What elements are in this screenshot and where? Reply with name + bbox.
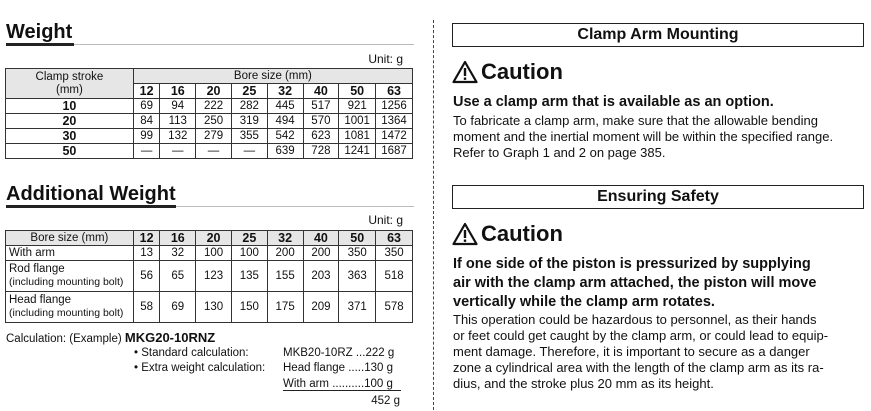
weight-heading-rule bbox=[74, 44, 414, 45]
weight-cell: 1001 bbox=[339, 114, 376, 129]
clamp-arm-mounting-title: Clamp Arm Mounting bbox=[452, 23, 864, 47]
table-row bbox=[6, 114, 413, 129]
stroke-header-line2: (mm) bbox=[55, 83, 83, 96]
row-label-main: Rod flange bbox=[9, 263, 65, 275]
bore-32: 32 bbox=[267, 84, 303, 99]
additional-heading-rule bbox=[176, 206, 414, 207]
weight-cell: 100 bbox=[231, 246, 267, 261]
bore-25: 25 bbox=[231, 84, 267, 99]
weight-cell: 639 bbox=[267, 144, 303, 159]
weight-cell: 623 bbox=[303, 129, 339, 144]
weight-cell: 69 bbox=[160, 292, 196, 323]
bore-32: 32 bbox=[267, 231, 303, 246]
weight-cell: 150 bbox=[231, 292, 267, 323]
weight-cell: 132 bbox=[160, 129, 196, 144]
additional-weight-table bbox=[5, 230, 413, 323]
additional-unit: Unit: g bbox=[368, 213, 403, 227]
weight-cell: 94 bbox=[160, 99, 196, 114]
row-label bbox=[6, 292, 134, 323]
weight-cell: 65 bbox=[160, 261, 196, 292]
weight-cell: — bbox=[196, 144, 232, 159]
safety-body bbox=[453, 312, 865, 392]
weight-cell: — bbox=[231, 144, 267, 159]
bore-header: Bore size (mm) bbox=[6, 231, 134, 246]
safety-bold-line: If one side of the piston is pressurized by supplying bbox=[453, 256, 811, 272]
safety-bold-line: vertically while the clamp arm rotates. bbox=[453, 294, 715, 310]
weight-cell: 200 bbox=[303, 246, 339, 261]
mounting-body-line: Refer to Graph 1 and 2 on page 385. bbox=[453, 145, 666, 160]
table-row bbox=[6, 144, 413, 159]
weight-cell: 1081 bbox=[339, 129, 376, 144]
weight-cell: 570 bbox=[303, 114, 339, 129]
bore-16: 16 bbox=[160, 84, 196, 99]
safety-body-line: This operation could be hazardous to personnel, as their hands bbox=[453, 312, 817, 327]
caution-label: Caution bbox=[481, 221, 563, 246]
bore-63: 63 bbox=[376, 231, 413, 246]
stroke-value: 30 bbox=[6, 129, 134, 144]
table-row bbox=[6, 129, 413, 144]
calc-total: 452 g bbox=[371, 395, 400, 407]
weight-cell: — bbox=[133, 144, 160, 159]
weight-unit: Unit: g bbox=[368, 52, 403, 66]
additional-weight-heading: Additional Weight bbox=[6, 183, 176, 205]
weight-heading-underline bbox=[6, 43, 74, 46]
weight-cell: 1241 bbox=[339, 144, 376, 159]
weight-cell: 319 bbox=[231, 114, 267, 129]
weight-cell: 363 bbox=[339, 261, 376, 292]
weight-cell: 209 bbox=[303, 292, 339, 323]
weight-cell: 1364 bbox=[376, 114, 413, 129]
weight-cell: 113 bbox=[160, 114, 196, 129]
calc-line1-value: MKB20-10RZ ...222 g bbox=[283, 347, 395, 359]
stroke-header-cell bbox=[6, 69, 134, 99]
row-label bbox=[6, 261, 134, 292]
caution-heading-safety bbox=[452, 221, 563, 247]
weight-cell: 250 bbox=[196, 114, 232, 129]
row-label-sub: (including mounting bolt) bbox=[9, 276, 124, 288]
table-row bbox=[6, 99, 413, 114]
weight-cell: 1472 bbox=[376, 129, 413, 144]
calc-line3-value: With arm ..........100 g bbox=[283, 378, 401, 391]
mounting-body bbox=[453, 113, 865, 161]
weight-cell: 130 bbox=[196, 292, 232, 323]
additional-heading-underline bbox=[6, 205, 176, 208]
calculation-intro bbox=[6, 330, 215, 345]
mounting-body-line: To fabricate a clamp arm, make sure that the allowable bending bbox=[453, 113, 818, 128]
weight-cell: 58 bbox=[133, 292, 160, 323]
weight-cell: 1687 bbox=[376, 144, 413, 159]
bore-63: 63 bbox=[376, 84, 413, 99]
bore-20: 20 bbox=[196, 84, 232, 99]
weight-cell: 1256 bbox=[376, 99, 413, 114]
weight-cell: 728 bbox=[303, 144, 339, 159]
weight-cell: 518 bbox=[376, 261, 413, 292]
weight-cell: 350 bbox=[339, 246, 376, 261]
row-label-main: Head flange bbox=[9, 294, 72, 306]
mounting-bold-text: Use a clamp arm that is available as an option. bbox=[453, 94, 774, 110]
calculation-intro-text: Calculation: (Example) bbox=[6, 333, 122, 345]
weight-cell: 578 bbox=[376, 292, 413, 323]
weight-cell: 13 bbox=[133, 246, 160, 261]
weight-cell: 200 bbox=[267, 246, 303, 261]
bore-12: 12 bbox=[133, 84, 160, 99]
weight-cell: 517 bbox=[303, 99, 339, 114]
table-row bbox=[6, 292, 413, 323]
mounting-body-line: moment and the inertial moment will be within the specified range. bbox=[453, 129, 834, 144]
weight-cell: 203 bbox=[303, 261, 339, 292]
calc-line1-label: • Standard calculation: bbox=[134, 347, 249, 359]
bore-40: 40 bbox=[303, 231, 339, 246]
row-label: With arm bbox=[6, 246, 134, 261]
safety-body-line: ment damage. Therefore, it is important to secure as a danger bbox=[453, 344, 810, 359]
weight-cell: 222 bbox=[196, 99, 232, 114]
warning-triangle-icon bbox=[452, 222, 478, 246]
weight-cell: 69 bbox=[133, 99, 160, 114]
weight-table bbox=[5, 68, 413, 159]
bore-25: 25 bbox=[231, 231, 267, 246]
bore-20: 20 bbox=[196, 231, 232, 246]
safety-bold-line: air with the clamp arm attached, the piston will move bbox=[453, 275, 817, 291]
caution-label: Caution bbox=[481, 59, 563, 84]
weight-heading: Weight bbox=[6, 21, 73, 43]
calc-line2-value: Head flange .....130 g bbox=[283, 362, 393, 374]
safety-body-line: or feet could get caught by the clamp arm, or could lead to equip- bbox=[453, 328, 829, 343]
weight-cell: 99 bbox=[133, 129, 160, 144]
weight-cell: 282 bbox=[231, 99, 267, 114]
weight-cell: 100 bbox=[196, 246, 232, 261]
stroke-value: 50 bbox=[6, 144, 134, 159]
bore-12: 12 bbox=[133, 231, 160, 246]
stroke-value: 10 bbox=[6, 99, 134, 114]
weight-cell: 32 bbox=[160, 246, 196, 261]
warning-triangle-icon bbox=[452, 60, 478, 84]
calc-line2-label: • Extra weight calculation: bbox=[134, 362, 266, 374]
weight-cell: 371 bbox=[339, 292, 376, 323]
weight-cell: 56 bbox=[133, 261, 160, 292]
row-label-sub: (including mounting bolt) bbox=[9, 307, 124, 319]
weight-cell: 84 bbox=[133, 114, 160, 129]
safety-body-line: zone a cylindrical area with the length of the clamp arm as its ra- bbox=[453, 360, 824, 375]
stroke-header-line1: Clamp stroke bbox=[35, 70, 104, 83]
weight-cell: 350 bbox=[376, 246, 413, 261]
calculation-model: MKG20-10RNZ bbox=[124, 330, 216, 345]
weight-cell: 123 bbox=[196, 261, 232, 292]
bore-50: 50 bbox=[339, 231, 376, 246]
safety-body-line: dius, and the stroke plus 20 mm as its height. bbox=[453, 376, 714, 391]
weight-cell: 175 bbox=[267, 292, 303, 323]
stroke-value: 20 bbox=[6, 114, 134, 129]
weight-cell: 279 bbox=[196, 129, 232, 144]
weight-cell: 355 bbox=[231, 129, 267, 144]
table-row bbox=[6, 246, 413, 261]
weight-cell: 494 bbox=[267, 114, 303, 129]
column-divider bbox=[433, 20, 434, 410]
weight-cell: 445 bbox=[267, 99, 303, 114]
ensuring-safety-title: Ensuring Safety bbox=[452, 185, 864, 209]
table-row bbox=[6, 261, 413, 292]
bore-50: 50 bbox=[339, 84, 376, 99]
bore-16: 16 bbox=[160, 231, 196, 246]
bore-40: 40 bbox=[303, 84, 339, 99]
bore-header: Bore size (mm) bbox=[133, 69, 412, 84]
weight-cell: — bbox=[160, 144, 196, 159]
weight-cell: 155 bbox=[267, 261, 303, 292]
weight-cell: 542 bbox=[267, 129, 303, 144]
caution-heading-mounting bbox=[452, 59, 563, 85]
weight-cell: 135 bbox=[231, 261, 267, 292]
weight-cell: 921 bbox=[339, 99, 376, 114]
safety-bold-text bbox=[453, 255, 865, 312]
